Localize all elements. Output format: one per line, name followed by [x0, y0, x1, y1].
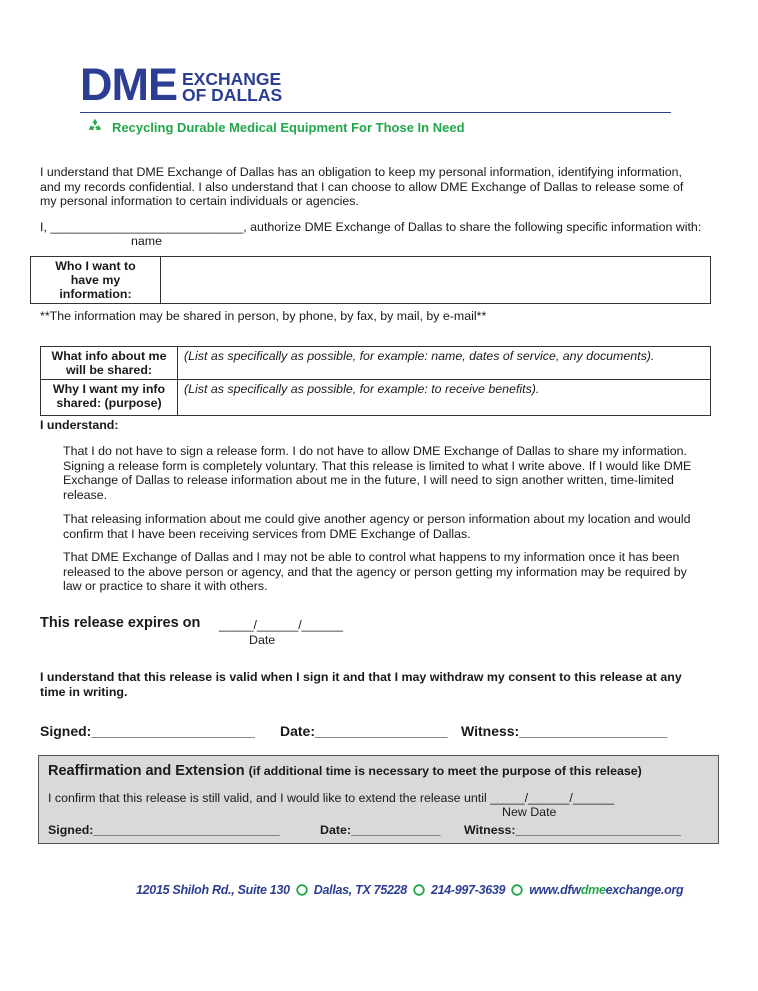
logo-dme: DME [80, 59, 177, 110]
footer-address: 12015 Shiloh Rd., Suite 130 [136, 883, 290, 897]
who-recipient-field[interactable] [161, 257, 711, 304]
recycle-icon [86, 117, 104, 135]
consent-paragraph [40, 670, 710, 700]
logo-exchange-text [182, 71, 282, 103]
why-info-field[interactable]: (List as specifically as possible, for example: to receive benefits). [178, 380, 711, 416]
shared-note: **The information may be shared in person, by phone, by fax, by mail, by e-mail** [40, 309, 487, 323]
reaffirmation-witness-field[interactable]: Witness:________________________ [464, 823, 681, 837]
reaffirmation-signed-field[interactable]: Signed:___________________________ [48, 823, 280, 837]
footer-contact [136, 883, 683, 897]
reaffirmation-extend-line[interactable]: I confirm that this release is still valid, and I would like to extend the release until _____/______/______ [48, 791, 615, 805]
why-info-label-cell [41, 380, 178, 416]
info-table [40, 346, 711, 416]
p2-line-2: confirm that I have been receiving services from DME Exchange of Dallas. [63, 526, 471, 541]
footer-website[interactable] [529, 883, 683, 897]
intro-line-2: and my records confidential. I also understand that I can choose to allow DME Exchange of Dallas to release some of [40, 179, 684, 194]
consent-line-1: I understand that this release is valid when I sign it and that I may withdraw my consent to this release at any [40, 670, 682, 684]
p1-line-3: Exchange of Dallas to release information about me in the future, I will need to sign another written, time-limited [63, 473, 674, 487]
expires-date-caption: Date [249, 633, 276, 647]
footer-phone: 214-997-3639 [430, 883, 506, 897]
reaffirmation-heading [48, 763, 642, 779]
understand-paragraph-1 [63, 444, 711, 502]
logo-line-1: EXCHANGE [182, 69, 282, 89]
name-caption: name [131, 234, 162, 248]
what-info-field[interactable]: (List as specifically as possible, for example: name, dates of service, any documents). [178, 347, 711, 380]
recycle-icon [296, 884, 308, 896]
recycle-icon [511, 884, 523, 896]
expires-date-field[interactable]: _____/______/______ [219, 618, 344, 632]
consent-line-2: time in writing. [40, 685, 128, 699]
who-label-line-3: information: [59, 287, 132, 301]
reaffirmation-date-field[interactable]: Date:_____________ [320, 823, 441, 837]
reaffirmation-title: Reaffirmation and Extension [48, 763, 245, 779]
tagline: Recycling Durable Medical Equipment For Those In Need [112, 120, 465, 135]
what-info-label-cell [41, 347, 178, 380]
why-info-label-line-2: shared: (purpose) [56, 396, 162, 410]
p1-line-2: Signing a release form is completely voluntary. That this release is limited to what I write above. If I would like DME [63, 458, 692, 473]
web-mid: dme [580, 883, 606, 897]
understand-paragraph-3 [63, 550, 711, 594]
what-info-label-line-2: will be shared: [65, 363, 153, 377]
who-label-line-1: Who I want to [55, 259, 136, 273]
witness-field[interactable]: Witness:___________________ [461, 723, 668, 739]
authorize-line: I, ____________________________, authorize DME Exchange of Dallas to share the following specific information with: [40, 220, 702, 234]
p3-line-2: released to the above person or agency, and that the agency or person getting my information may be required by [63, 564, 687, 579]
intro-line-3: my personal information to certain individuals or agencies. [40, 194, 359, 208]
who-table [30, 256, 711, 304]
understand-paragraph-2 [63, 512, 711, 541]
understand-heading: I understand: [40, 418, 119, 432]
expires-label: This release expires on [40, 615, 201, 631]
p1-line-4: release. [63, 487, 108, 502]
logo-line-2: OF DALLAS [182, 85, 283, 105]
signed-field[interactable]: Signed:_____________________ [40, 723, 255, 739]
why-info-label-line-1: Why I want my info [52, 382, 166, 396]
intro-line-1: I understand that DME Exchange of Dallas has an obligation to keep my personal information, identifying information, [40, 165, 682, 179]
p1-line-1: That I do not have to sign a release form. I do not have to allow DME Exchange of Dallas to share my information. [63, 444, 687, 458]
who-label-line-2: have my [70, 273, 121, 287]
web-prefix: www.dfw [529, 883, 581, 897]
intro-paragraph [40, 165, 720, 209]
recycle-icon [413, 884, 425, 896]
p3-line-3: law or practice to share it with others. [63, 579, 268, 593]
who-label-cell [31, 257, 161, 304]
p3-line-1: That DME Exchange of Dallas and I may not be able to control what happens to my information once it has been [63, 550, 680, 564]
footer-city: Dallas, TX 75228 [313, 883, 407, 897]
what-info-label-line-1: What info about me [51, 349, 167, 363]
reaffirmation-subtitle: (if additional time is necessary to meet the purpose of this release) [248, 764, 642, 778]
date-field[interactable]: Date:_________________ [280, 723, 448, 739]
header-divider [80, 112, 671, 113]
new-date-caption: New Date [502, 805, 557, 819]
web-suffix: exchange.org [605, 883, 684, 897]
p2-line-1: That releasing information about me could give another agency or person information about my location and would [63, 512, 691, 526]
